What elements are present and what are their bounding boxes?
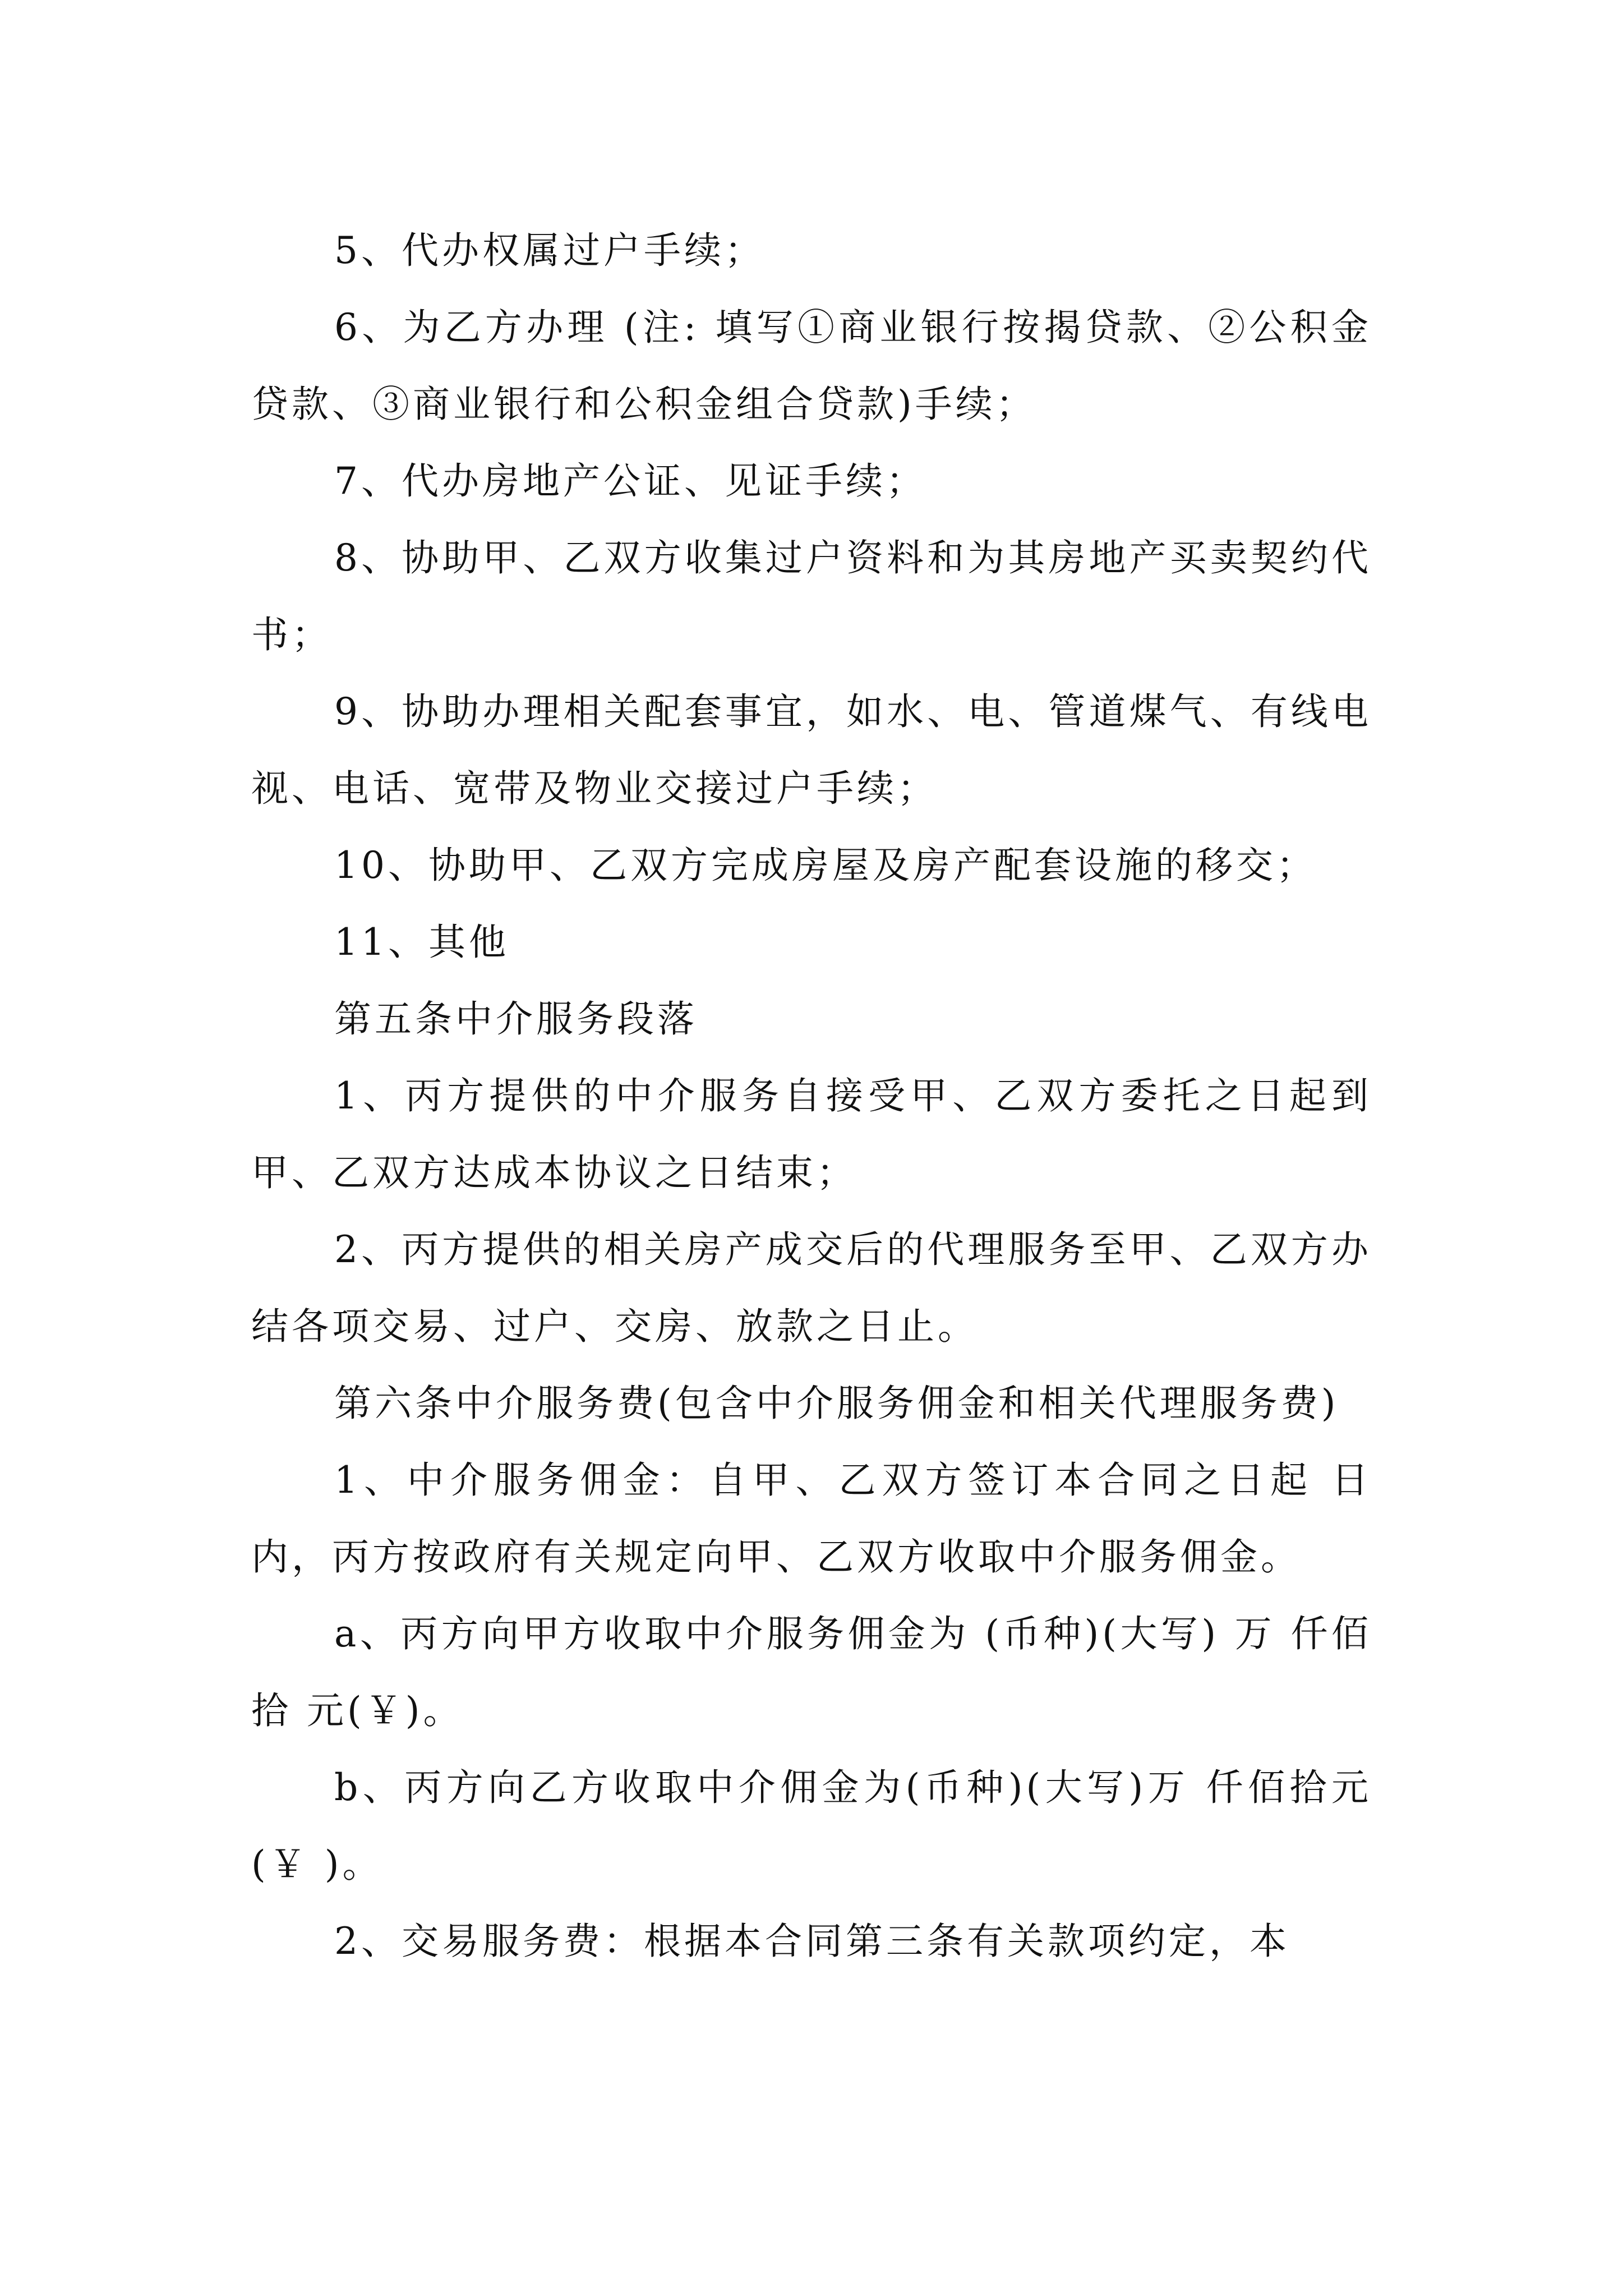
paragraph-article-6-item-1: 1、中介服务佣金：自甲、乙双方签订本合同之日起 日内，丙方按政府有关规定向甲、乙双方收取中介服务佣金。 — [251, 1458, 1372, 1579]
paragraph-item-8: 8、协助甲、乙双方收集过户资料和为其房地产买卖契约代书； — [251, 536, 1372, 656]
paragraph-article-5-item-2: 2、丙方提供的相关房产成交后的代理服务至甲、乙双方办结各项交易、过户、交房、放款之日止。 — [251, 1228, 1372, 1348]
paragraph-item-6: 6、为乙方办理 (注: 填写①商业银行按揭贷款、②公积金贷款、③商业银行和公积金组合贷款)手续； — [251, 306, 1372, 426]
paragraph-item-11: 11、其他 — [334, 921, 509, 964]
paragraph-item-7: 7、代办房地产公证、见证手续； — [334, 459, 926, 503]
paragraph-item-10: 10、协助甲、乙双方完成房屋及房产配套设施的移交； — [334, 844, 1317, 887]
paragraph-article-6-item-a: a、丙方向甲方收取中介服务佣金为 (币种)(大写) 万 仟佰拾 元(￥)。 — [251, 1612, 1372, 1732]
section-heading-article-5: 第五条中介服务段落 — [334, 997, 698, 1041]
document-body — [251, 212, 1372, 1980]
paragraph-article-5-item-1: 1、丙方提供的中介服务自接受甲、乙双方委托之日起到甲、乙双方达成本协议之日结束； — [251, 1074, 1372, 1194]
section-heading-article-6: 第六条中介服务费(包含中介服务佣金和相关代理服务费) — [334, 1382, 1339, 1425]
paragraph-item-5: 5、代办权属过户手续； — [334, 229, 765, 272]
paragraph-item-9: 9、协助办理相关配套事宜，如水、电、管道煤气、有线电视、电话、宽带及物业交接过户手续； — [251, 690, 1372, 810]
paragraph-article-6-item-2: 2、交易服务费：根据本合同第三条有关款项约定，本 — [334, 1920, 1290, 1963]
paragraph-article-6-item-b: b、丙方向乙方收取中介佣金为(币种)(大写)万 仟佰拾元(￥ )。 — [251, 1766, 1372, 1886]
